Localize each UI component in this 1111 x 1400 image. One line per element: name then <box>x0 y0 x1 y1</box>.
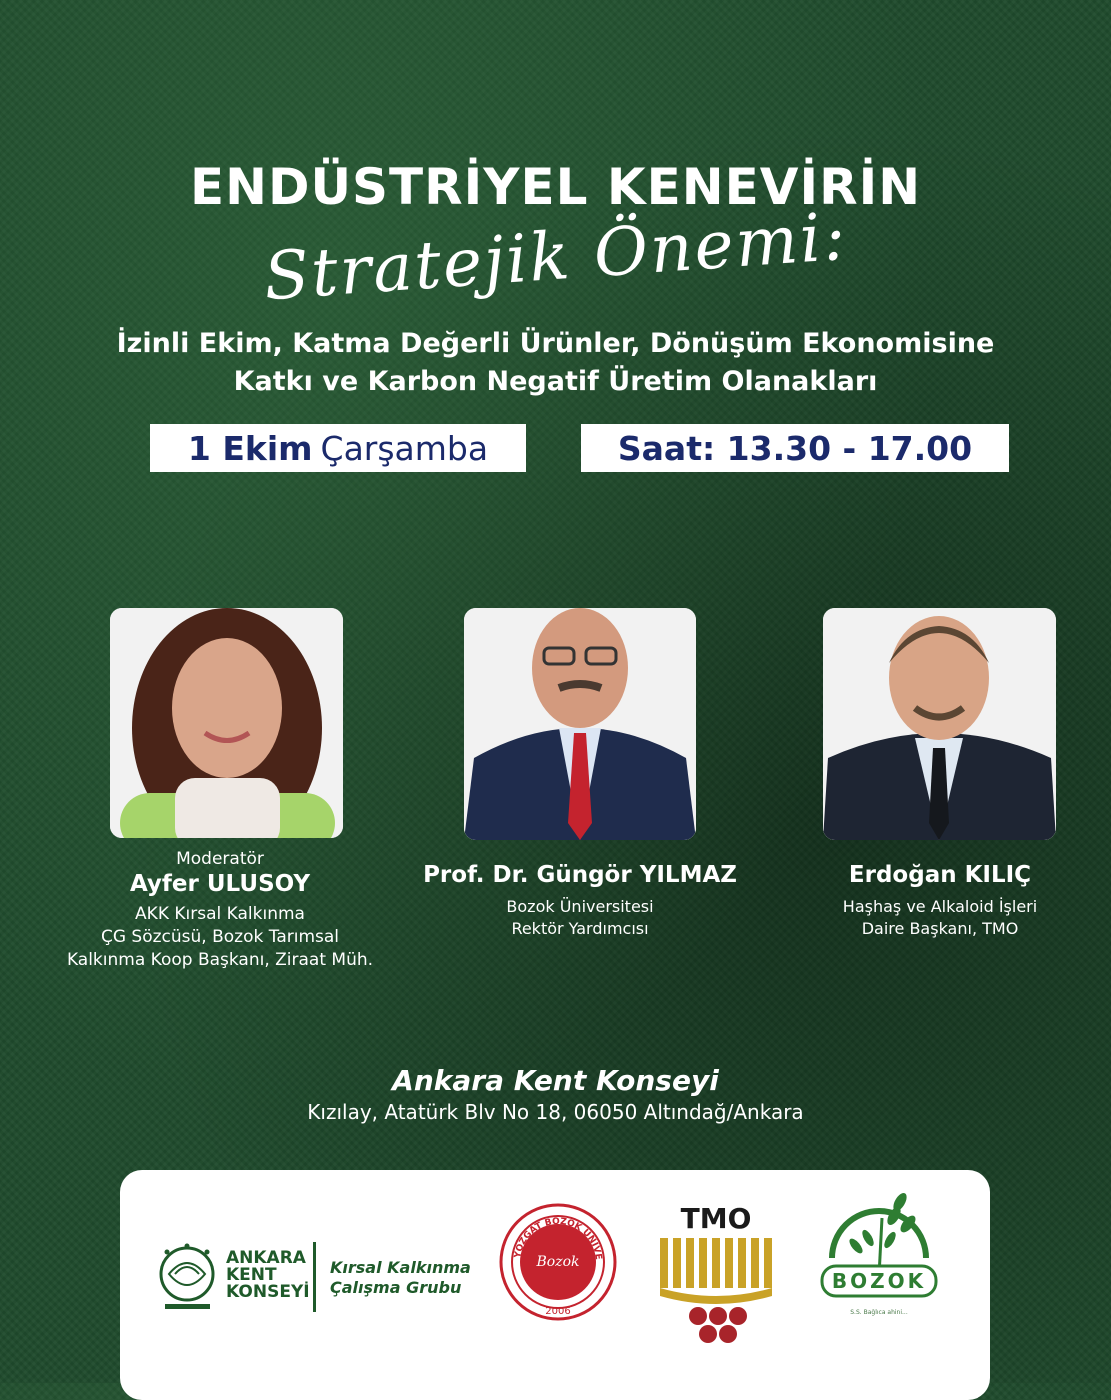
speaker-desc-line: Kalkınma Koop Başkanı, Ziraat Müh. <box>66 950 374 970</box>
speaker-card-erdogan <box>790 860 1090 940</box>
bozok-university-seal-icon <box>498 1200 618 1324</box>
bozok-coop-text: BOZOK <box>831 1269 927 1293</box>
tmo-logo-icon <box>656 1204 776 1354</box>
speaker-desc-line: Rektör Yardımcısı <box>511 919 649 938</box>
working-group-text <box>330 1258 471 1298</box>
time-box <box>581 424 1009 472</box>
speaker-desc-line: ÇG Sözcüsü, Bozok Tarımsal <box>100 927 340 947</box>
university-signature: Bozok <box>536 1254 580 1270</box>
venue-address: Kızılay, Atatürk Blv No 18, 06050 Altındağ/Ankara <box>307 1100 804 1124</box>
logo-panel <box>120 1170 990 1400</box>
akk-emblem-icon <box>155 1242 220 1312</box>
speaker-desc-line: Haşhaş ve Alkaloid İşleri <box>842 897 1038 916</box>
time-range: Saat: 13.30 - 17.00 <box>617 428 973 468</box>
event-title: ENDÜSTRİYEL KENEVİRİN <box>189 158 922 216</box>
speaker-photo-erdogan <box>823 608 1056 840</box>
date-number: 1 Ekim <box>187 428 313 468</box>
speaker-description <box>40 903 400 972</box>
bozok-coop-small-text: S.S. Bağlıca ahini... <box>850 1309 908 1316</box>
akk-logo-text <box>226 1250 310 1301</box>
speaker-card-moderator <box>40 849 400 972</box>
event-script-title: Stratejik Önemi: <box>261 197 850 316</box>
university-ring-text: YOZGAT BOZOK ÜNİVE <box>513 1216 604 1261</box>
speaker-name: Ayfer ULUSOY <box>129 871 311 897</box>
speaker-role: Moderatör <box>176 849 264 869</box>
speaker-desc-line: AKK Kırsal Kalkınma <box>135 904 305 924</box>
speaker-name: Erdoğan KILIÇ <box>848 862 1032 888</box>
bozok-coop-logo-icon <box>812 1188 946 1328</box>
speaker-desc-line: Daire Başkanı, TMO <box>861 919 1019 938</box>
speaker-card-gungor <box>405 860 755 940</box>
akk-text-line: KONSEYİ <box>226 1282 310 1302</box>
akk-text-line: ANKARA <box>226 1248 306 1268</box>
venue-name: Ankara Kent Konseyi <box>392 1064 719 1097</box>
logo-divider <box>313 1242 316 1312</box>
university-year: 2006 <box>545 1306 571 1317</box>
subtitle-line-1: İzinli Ekim, Katma Değerli Ürünler, Dönüşüm Ekonomisine <box>116 328 995 359</box>
speaker-description <box>405 896 755 940</box>
speaker-photo-gungor <box>464 608 696 840</box>
speaker-name: Prof. Dr. Güngör YILMAZ <box>423 862 737 888</box>
akk-text-line: KENT <box>226 1265 277 1285</box>
tmo-text: TMO <box>680 1204 752 1235</box>
date-day: Çarşamba <box>320 428 489 468</box>
subtitle-line-2: Katkı ve Karbon Negatif Üretim Olanakları <box>233 366 878 397</box>
working-group-line: Çalışma Grubu <box>330 1278 462 1297</box>
date-box <box>150 424 526 472</box>
working-group-line: Kırsal Kalkınma <box>330 1258 471 1277</box>
speaker-photo-moderator <box>110 608 343 838</box>
speaker-desc-line: Bozok Üniversitesi <box>506 897 654 916</box>
event-subtitle <box>0 325 1111 401</box>
speaker-description <box>790 896 1090 940</box>
